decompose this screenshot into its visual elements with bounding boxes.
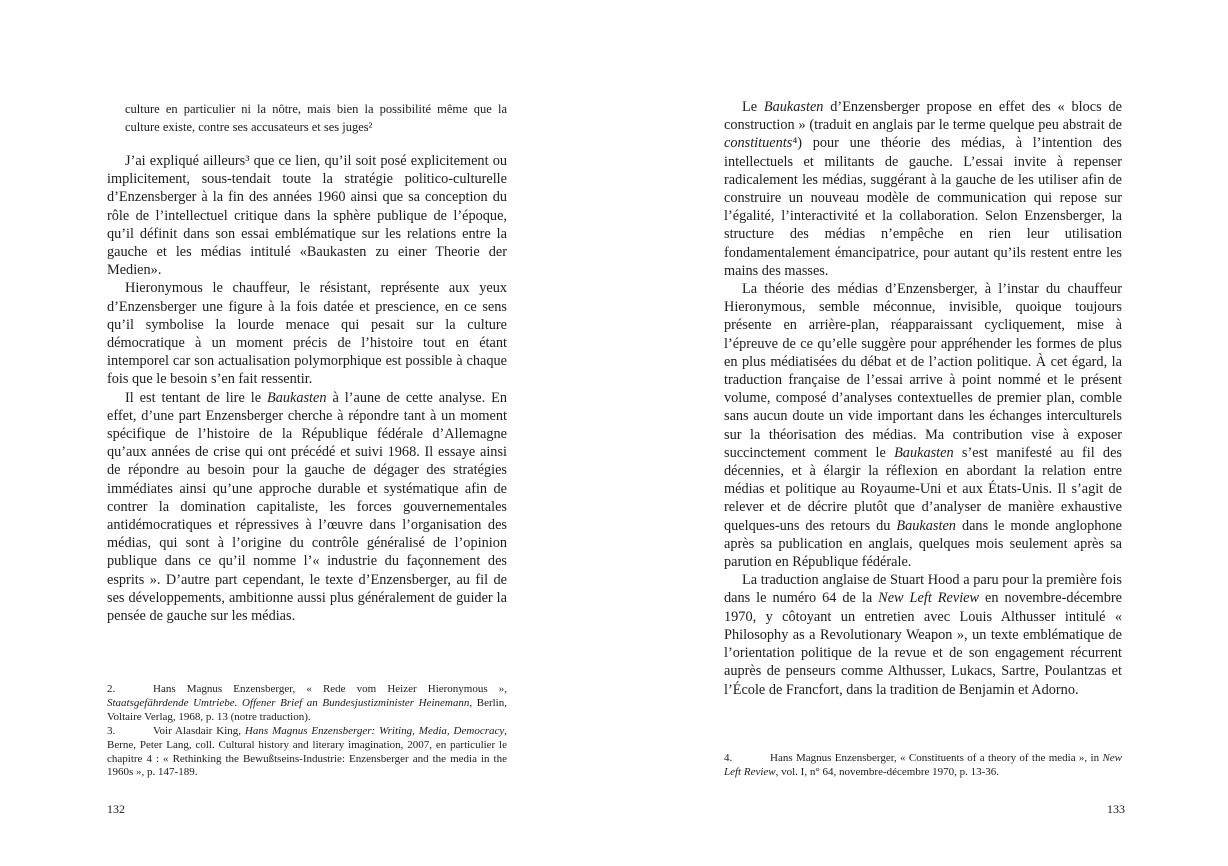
footnote — [724, 752, 1122, 780]
italic-term: constituents — [724, 135, 793, 152]
paragraph-text: Le — [742, 99, 764, 115]
italic-title: New Left Review — [724, 752, 1122, 778]
footnote-text: , Berlin, Voltaire Verlag, 1968, p. 13 (notre traduction). — [107, 696, 507, 723]
right-page — [614, 0, 1228, 866]
footnote-number: 3. — [107, 724, 116, 737]
paragraph-text: en novembre-décembre 1970, y côtoyant un entretien avec Louis Althusser intitulé « Philosophy as a Revolutionary Weapon », un texte emblématique de l’orientation politique de la revue et de son engagement récurrent auprès de penseurs comme Althusser, Lukacs, Sartre, Poulantzas et l’École de Francfort, dans la tradition de Benjamin et Adorno. — [724, 590, 1122, 698]
footnote-text: , vol. I, n° 64, novembre-décembre 1970, p. 13-36. — [775, 765, 1000, 778]
footnote-text: Hans Magnus Enzensberger, « Constituents of a theory of the media », in — [770, 752, 1103, 764]
footnote-text: Voir Alasdair King, — [153, 724, 245, 737]
footnote-number: 4. — [724, 752, 733, 764]
paragraph-text: La traduction anglaise de Stuart Hood a paru pour la première fois dans le numéro 64 de la — [724, 572, 1122, 607]
paragraph — [107, 279, 507, 388]
footnote — [107, 725, 507, 781]
right-body-text — [724, 98, 1122, 699]
quote-text: culture en particulier ni la nôtre, mais bien la possibilité même que la culture existe, contre ses accusateurs et ses juges² — [125, 102, 507, 134]
italic-title: Baukasten — [894, 444, 954, 461]
footnotes — [107, 683, 507, 780]
paragraph — [724, 571, 1122, 698]
italic-title: Baukasten — [763, 99, 824, 115]
paragraph — [107, 152, 507, 279]
paragraph-text: dans le monde anglophone après sa publication en anglais, quelques mois seulement après sa parution en République fédérale. — [724, 517, 1123, 571]
footnote-text: Hans Magnus Enzensberger, « Rede vom Heizer Hieronymous », — [153, 683, 507, 695]
footnotes — [724, 752, 1122, 780]
italic-title: Baukasten — [896, 517, 956, 534]
left-body-text — [107, 152, 507, 625]
paragraph-text: à l’aune de cette analyse. En effet, d’une part Enzensberger cherche à répondre tant à un moment spécifique de l’histoire de la République fédérale d’Allemagne qu’aux années de crise qui ont précédé et suivi 1968. Il essaye ainsi de répondre au besoin pour la gauche de dégager des stratégies immédiates ainsi qu’une approche durable et systématique afin de contrer la domination capitaliste, les forces gouvernementales antidémocratiques et répressives à l’œuvre dans l’organisation des médias, qui sont à l’origine du contrôle généralisé de l’opinion publique dans ce qu’il nomme l’« industrie du façonnement des esprits ». D’autre part cependant, le texte d’Enzensberger, au fil de ses développements, ambitionne aussi plus généralement de guider la pensée de gauche sur les médias. — [107, 389, 507, 625]
footnote — [107, 683, 507, 725]
footnote-number: 2. — [107, 683, 116, 695]
paragraph-text: d’Enzensberger propose en effet des « blocs de construction » (traduit en anglais par le terme quelque peu abstrait de — [724, 99, 1123, 134]
paragraph-text: La théorie des médias d’Enzensberger, à l’instar du chauffeur Hieronymous, semble méconnue, invisible, quoique toujours présente en arrière-plan, réapparaissant cycliquement, mise à l’épreuve de ce qu’elle suggère pour appréhender les formes de plus en plus médiatisées du débat et de l’action politique. À cet égard, la traduction française de l’essai arrive à point nommé et le présent volume, composé d’analyses contextuelles de premier plan, comble sans aucun doute un vide important dans les échanges interculturels sur la théorisation des médias. Ma contribution vise à exposer succinctement comment le — [724, 281, 1122, 461]
block-quote — [125, 100, 507, 136]
paragraph — [724, 280, 1122, 571]
footnote-text: , Berne, Peter Lang, coll. Cultural history and literary imagination, 2007, en particulier le chapitre 4 : « Rethinking the Bewußtseins-Industrie: Enzensberger and the media in the 1960s », p. 147-189. — [107, 724, 507, 779]
paragraph — [107, 389, 507, 626]
paragraph-text: J’ai expliqué ailleurs³ que ce lien, qu’il soit posé explicitement ou implicitement, sous-tendait toute la stratégie politico-culturelle d’Enzensberger à la fin des années 1960 ainsi que sa conception du rôle de l’intellectuel critique dans la sphère publique de l’époque, qu’il définit dans son essai emblématique sur les relations entre la gauche et les médias intitulé «Baukasten zu einer Theorie der Medien». — [107, 153, 507, 279]
page-number: 133 — [1107, 802, 1125, 816]
italic-title: Staatsgefährdende Umtriebe. Offener Brief an Bundesjustizminister Heinemann — [107, 696, 470, 709]
page-number: 132 — [107, 802, 125, 816]
italic-title: New Left Review — [878, 590, 980, 607]
paragraph-text: Il est tentant de lire le — [125, 389, 267, 406]
paragraph-text: s’est manifesté au fil des décennies, et à élargir la réflexion en abordant la relation entre médias et politique au Royaume-Uni et aux États-Unis. Il s’agit de relever et de décrire plutôt que d’analyser de manière exhaustive quelques-uns des retours du — [724, 444, 1122, 534]
italic-title: Hans Magnus Enzensberger: Writing, Media, Democracy — [244, 724, 505, 737]
paragraph-text: ⁴) pour une théorie des médias, à l’intention des intellectuels et militants de gauche. L’essai invite à repenser radicalement les médias, suggérant à la gauche de les utiliser afin de construire un nouveau modèle de communication qui repose sur l’égalité, l’interactivité et la collaboration. Selon Enzensberger, la structure des médias n’empêche en rien leur utilisation fondamentalement émancipatrice, pour autant qu’ils restent entre les mains des masses. — [724, 135, 1122, 279]
paragraph — [724, 98, 1122, 280]
italic-title: Baukasten — [266, 389, 327, 406]
paragraph-text: Hieronymous le chauffeur, le résistant, représente aux yeux d’Enzensberger une figure à la fois datée et prescience, en ce sens qu’il symbolise la lourde menace qui pesait sur la culture démocratique à un moment précis de l’histoire tout en étant intemporel car son actualisation polymorphique est possible à chaque fois que le besoin s’en fait ressentir. — [107, 280, 507, 388]
